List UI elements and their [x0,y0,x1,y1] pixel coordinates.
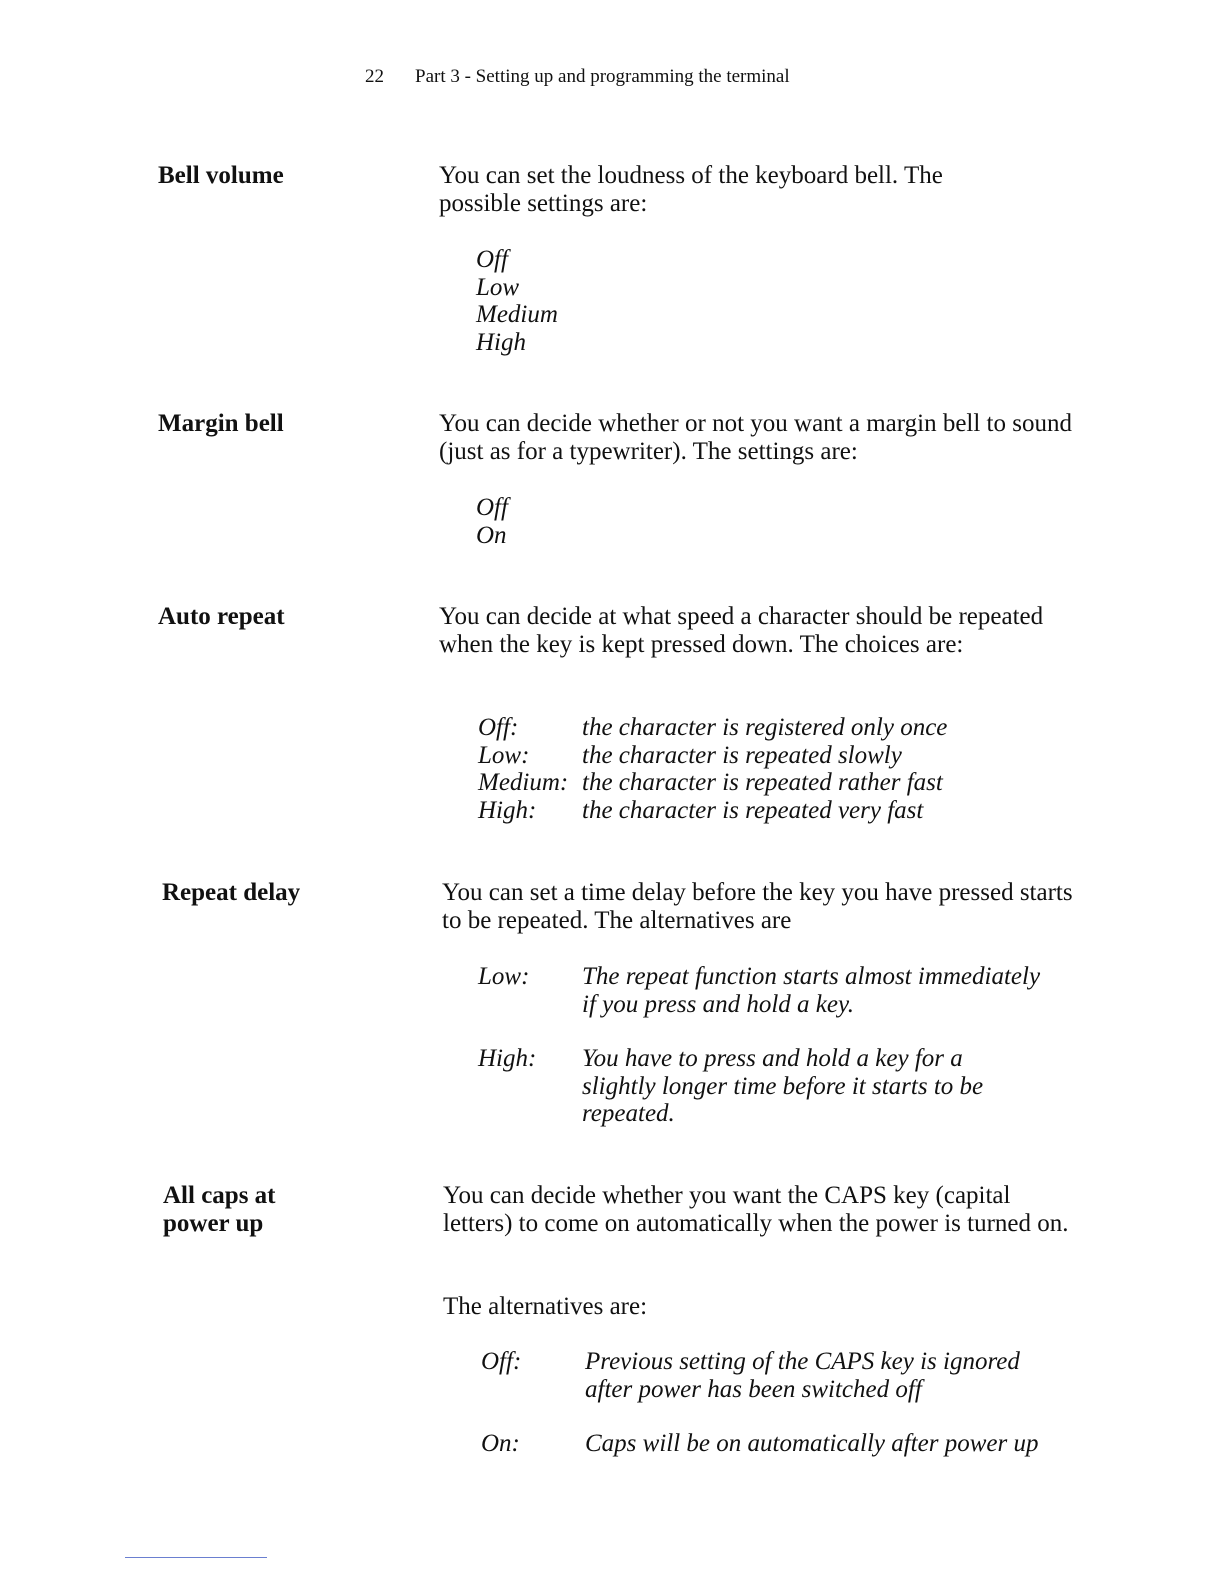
option-desc: You have to press and hold a key for a slightly longer time before it starts to be repeated. [582,1045,984,1127]
table-row [478,797,1062,825]
table-row [478,769,1062,797]
section-body: You can decide whether or not you want a margin bell to sound (just as for a typewriter). The settings are: [439,410,1072,465]
option-list [476,246,558,356]
option: Off [476,246,508,273]
section-heading: Bell volume [158,162,284,189]
option-desc: the character is repeated rather fast [582,769,943,796]
option-list [476,494,508,549]
section-body: You can set the loudness of the keyboard bell. The possible settings are: [439,162,943,217]
option-key: High: [478,1045,537,1072]
option: Medium [476,301,558,328]
section-body: You can decide at what speed a character should be repeated when the key is kept pressed down. The choices are: [439,603,1044,658]
table-row [478,714,1062,742]
option: Low [476,273,520,301]
option-desc: Previous setting of the CAPS key is ignored after power has been switched off [585,1348,1020,1403]
table-row [481,1348,1085,1403]
option-desc: the character is registered only once [582,714,948,741]
table-row [481,1430,1085,1458]
option: High [476,328,526,356]
option-key: High: [478,796,537,824]
footer-rule [125,1557,267,1558]
option-desc: the character is repeated slowly [582,741,902,769]
option-table [478,714,1062,824]
option-key: Medium: [478,769,569,796]
option: Off [476,494,508,521]
option-table [481,1348,1085,1458]
page-number: 22 [365,66,384,87]
table-row [478,963,1042,1018]
option-key: Low: [478,741,530,769]
option-key: Off: [478,714,519,741]
section-body: You can decide whether you want the CAPS key (capital letters) to come on automatically when the power is turned on. [443,1182,1069,1237]
running-header: Part 3 - Setting up and programming the terminal [415,66,790,87]
option-desc: Caps will be on automatically after power up [585,1430,1039,1457]
section-body-2: The alternatives are: [443,1293,648,1320]
option-desc: the character is repeated very fast [582,796,924,824]
table-row [478,1045,1042,1128]
section-heading: Auto repeat [158,603,285,630]
option-desc: The repeat function starts almost immediately if you press and hold a key. [582,963,1041,1018]
option-key: Off: [481,1348,522,1375]
option-key: On: [481,1430,520,1457]
option-key: Low: [478,963,530,990]
section-heading: All caps at power up [163,1182,276,1237]
option-table [478,963,1042,1128]
section-heading: Repeat delay [162,879,301,906]
option: On [476,521,507,549]
section-heading: Margin bell [158,410,284,437]
section-body: You can set a time delay before the key you have pressed starts to be repeated. The alternatives are [442,879,1073,934]
table-row [478,742,1062,770]
